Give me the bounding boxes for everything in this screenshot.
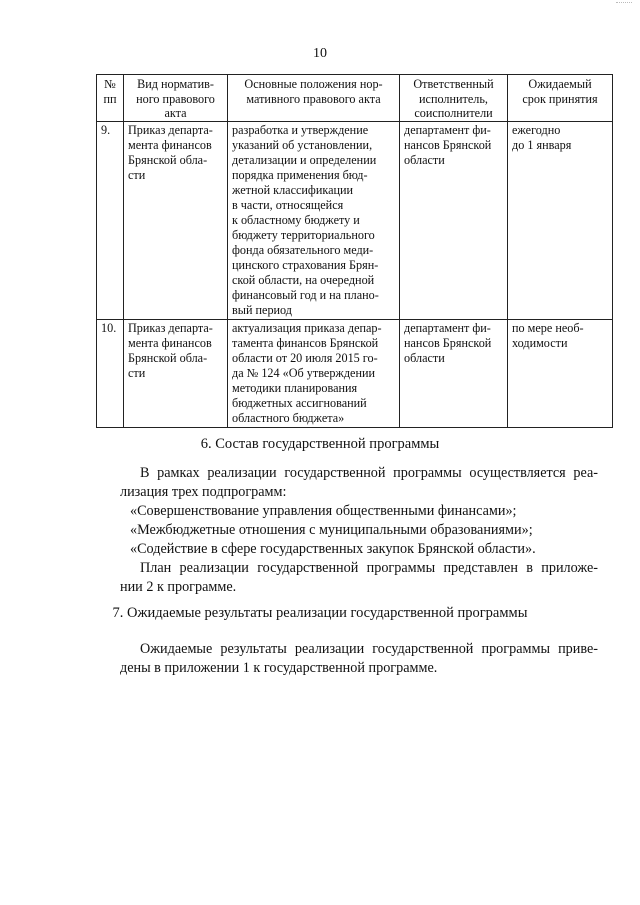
row-executor: департамент фи- нансов Брянской области (400, 319, 508, 427)
page-number: 10 (313, 46, 327, 61)
header-deadline: Ожидаемый срок принятия (508, 75, 613, 122)
row-num: 9. (97, 121, 124, 319)
table-header-row (97, 75, 613, 122)
row-provisions: актуализация приказа депар- тамента финансов Брянской области от 20 июля 2015 го- да № 124 «Об утверждении методики планирования бюджетных ассигнований областного бюджета» (228, 319, 400, 427)
row-deadline: по мере необ- ходимости (508, 319, 613, 427)
row-act-type: Приказ департа- мента финансов Брянской обла- сти (124, 319, 228, 427)
header-provisions: Основные положения нор- мативного правового акта (228, 75, 400, 122)
section-7-heading: 7. Ожидаемые результаты реализации государственной программы (112, 605, 528, 621)
row-provisions: разработка и утверждение указаний об установлении, детализации и определении порядка применения бюд- жетной классификации в части, относящейся к областному бюджету и бюджету территориального фонда обязательного меди- цинского страхования Брян- ской области, на очередной финансовый год и на плано- вый период (228, 121, 400, 319)
section-7-body: Ожидаемые результаты реализации государственной программы приве- дены в приложении 1 к государственной программе. (120, 641, 598, 676)
header-executor: Ответственный исполнитель, соисполнители (400, 75, 508, 122)
header-act-type: Вид норматив- ного правового акта (124, 75, 228, 122)
table-row (97, 121, 613, 319)
row-act-type: Приказ департа- мента финансов Брянской обла- сти (124, 121, 228, 319)
row-num: 10. (97, 319, 124, 427)
table-row (97, 319, 613, 427)
acts-table (96, 74, 613, 428)
row-executor: департамент фи- нансов Брянской области (400, 121, 508, 319)
section-6-heading: 6. Состав государственной программы (200, 436, 440, 452)
section-6-body: В рамках реализации государственной программы осуществляется реа- лизация трех подпрограмм: «Совершенствование управления общественными финансами»; «Межбюджетные отношения с муниципальными образованиями»; «Содействие в сфере государственных закупок Брянской области». План реализации государственной программы представлен в приложе- нии 2 к программе. (120, 465, 598, 595)
scan-artifact (616, 2, 632, 5)
header-num: № пп (97, 75, 124, 122)
row-deadline: ежегодно до 1 января (508, 121, 613, 319)
